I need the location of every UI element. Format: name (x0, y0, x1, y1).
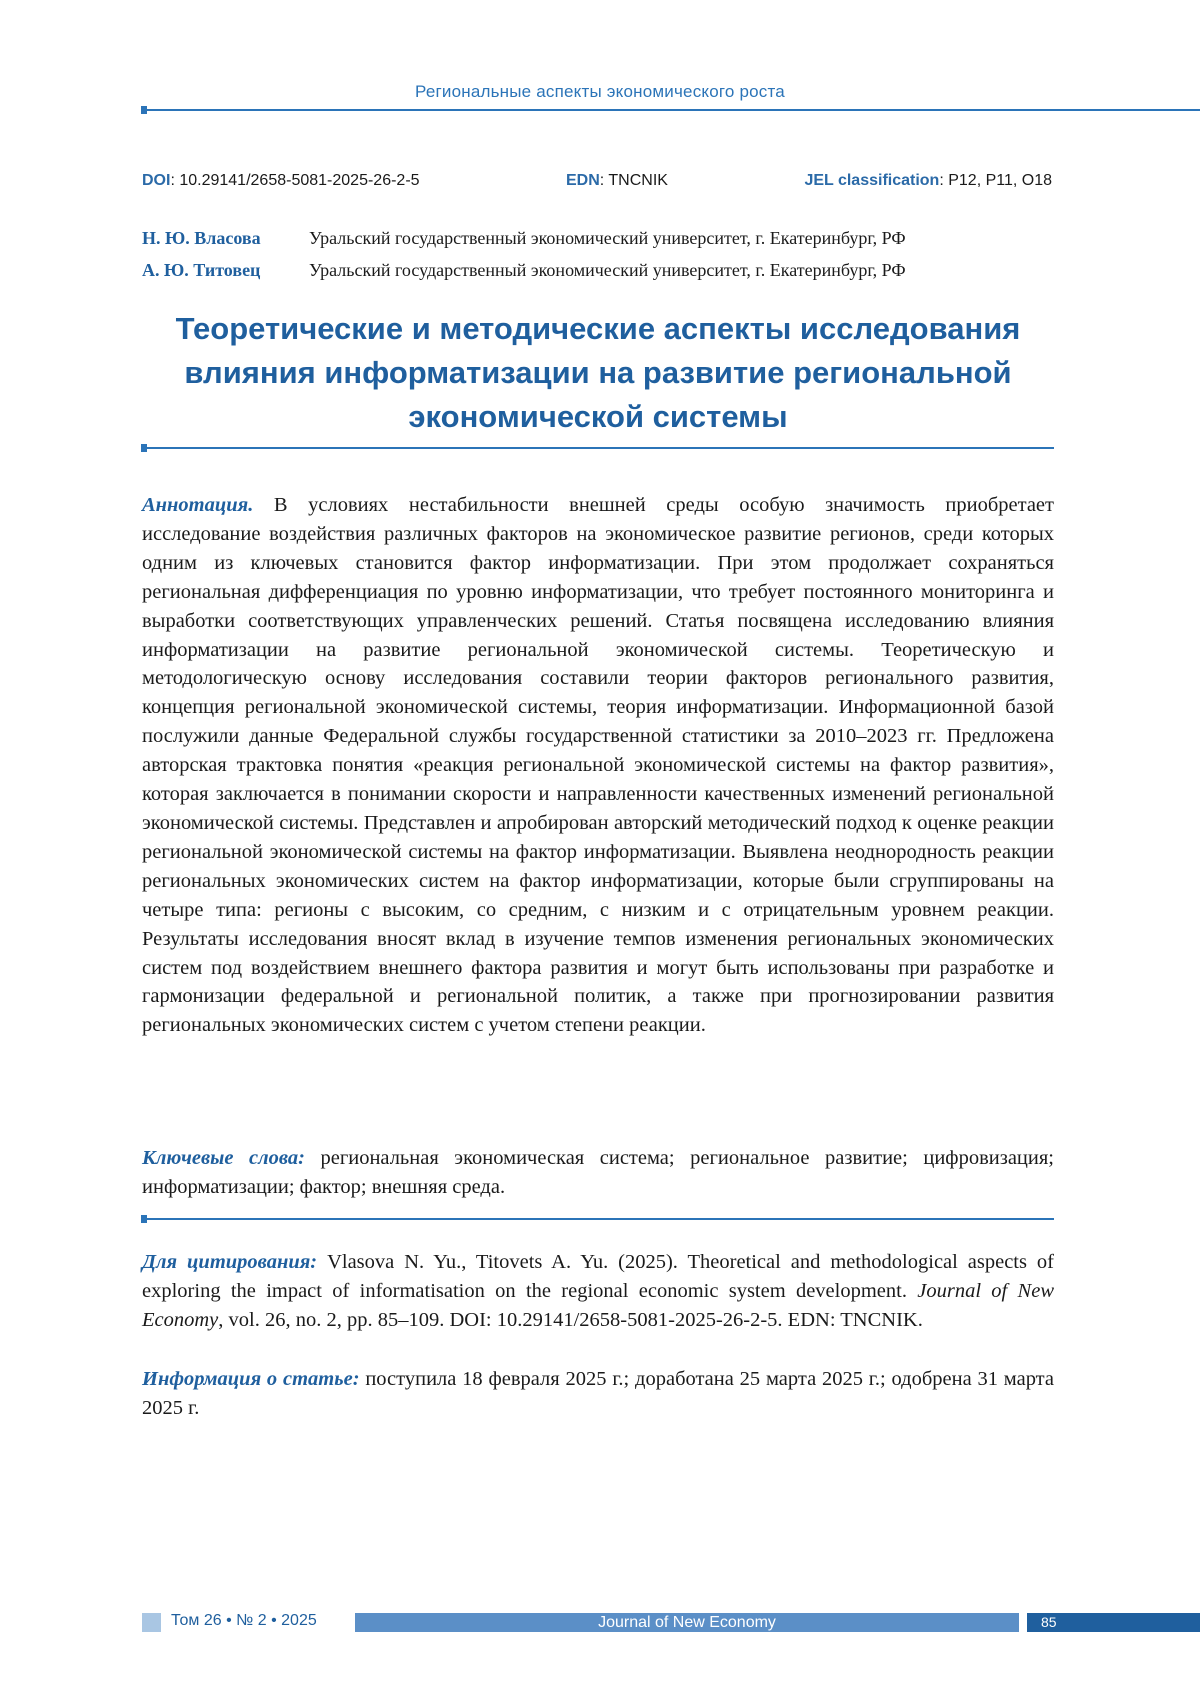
jel-label: JEL classification (804, 172, 939, 189)
jel-value: : P12, P11, O18 (939, 172, 1052, 189)
abstract (142, 491, 1054, 1040)
citation-text-end: , vol. 26, no. 2, pp. 85–109. DOI: 10.29141/2658-5081-2025-26-2-5. EDN: TNCNIK. (218, 1309, 923, 1331)
article-title: Теоретические и методические аспекты исследования влияния информатизации на развитие региональной экономической системы (142, 307, 1054, 439)
edn (566, 172, 668, 190)
doi-value: : 10.29141/2658-5081-2025-26-2-5 (170, 172, 419, 189)
edn-value: : TNCNIK (600, 172, 668, 189)
author-row (142, 228, 1062, 252)
footer-square-marker (142, 1613, 161, 1632)
title-rule (142, 447, 1054, 449)
citation-label: Для цитирования: (142, 1251, 317, 1273)
article-info-text: поступила 18 февраля 2025 г.; доработана 25 марта 2025 г.; одобрена 31 марта 2025 г. (142, 1368, 1054, 1419)
title-rule-marker (141, 444, 147, 452)
keywords-label: Ключевые слова: (142, 1147, 305, 1169)
keywords-text: региональная экономическая система; региональное развитие; цифровизация; информатизации; фактор; внешняя среда. (142, 1147, 1054, 1198)
footer-volume: Том 26 • № 2 • 2025 (171, 1612, 317, 1630)
page-number: 85 (1027, 1613, 1200, 1632)
article-identifiers (142, 172, 1052, 194)
author-affiliation: Уральский государственный экономический университет, г. Екатеринбург, РФ (309, 228, 906, 249)
abstract-text: В условиях нестабильности внешней среды особую значимость приобретает исследование воздействия различных факторов на экономическое развитие регионов, среди которых одним из ключевых становится фактор информатизации. При этом продолжает сохраняться региональная дифференциация по уровню информатизации, что требует постоянного мониторинга и выработки соответствующих управленческих решений. Статья посвящена исследованию влияния информатизации на развитие региональной экономической системы. Теоретическую и методологическую основу исследования составили теории факторов регионального развития, концепция региональной экономической системы, теория информатизации. Информационной базой послужили данные Федеральной службы государственной статистики за 2010–2023 гг. Предложена авторская трактовка понятия «реакция региональной экономической системы на фактор развития», которая заключается в понимании скорости и направленности качественных изменений региональной экономической системы. Представлен и апробирован авторский методический подход к оценке реакции региональной экономической системы на фактор информатизации. Выявлена неоднородность реакции региональных экономических систем на фактор информатизации, которые были сгруппированы на четыре типа: регионы с высоким, со средним, с низким и с отрицательным уровнем реакции. Результаты исследования вносят вклад в изучение темпов изменения региональных экономических систем под воздействием внешнего фактора развития и могут быть использованы при разработке и гармонизации федеральной и региональной политик, а также при прогнозировании развития региональных экономических систем с учетом степени реакции. (142, 494, 1054, 1036)
header-rule-marker (141, 106, 147, 114)
section-rule-marker (141, 1215, 147, 1223)
abstract-label: Аннотация. (142, 494, 253, 516)
keywords (142, 1144, 1054, 1202)
citation-text: Vlasova N. Yu., Titovets A. Yu. (2025). Theoretical and methodological aspects of exploring the impact of informatisation on the regional economic system development. (142, 1251, 1054, 1302)
author-row (142, 260, 1062, 284)
article-info (142, 1365, 1054, 1423)
section-rule (142, 1218, 1054, 1220)
citation (142, 1248, 1054, 1335)
jel-classification (804, 172, 1052, 190)
article-info-label: Информация о статье: (142, 1368, 360, 1390)
edn-label: EDN (566, 172, 600, 189)
doi-label: DOI (142, 172, 170, 189)
header-rule (142, 109, 1200, 111)
footer-journal: Journal of New Economy (355, 1613, 1019, 1632)
author-name: А. Ю. Титовец (142, 260, 260, 281)
citation-journal: Journal of New Economy (142, 1280, 1054, 1331)
running-head: Региональные аспекты экономического роста (0, 82, 1200, 102)
author-name: Н. Ю. Власова (142, 228, 261, 249)
doi (142, 172, 420, 190)
author-affiliation: Уральский государственный экономический университет, г. Екатеринбург, РФ (309, 260, 906, 281)
